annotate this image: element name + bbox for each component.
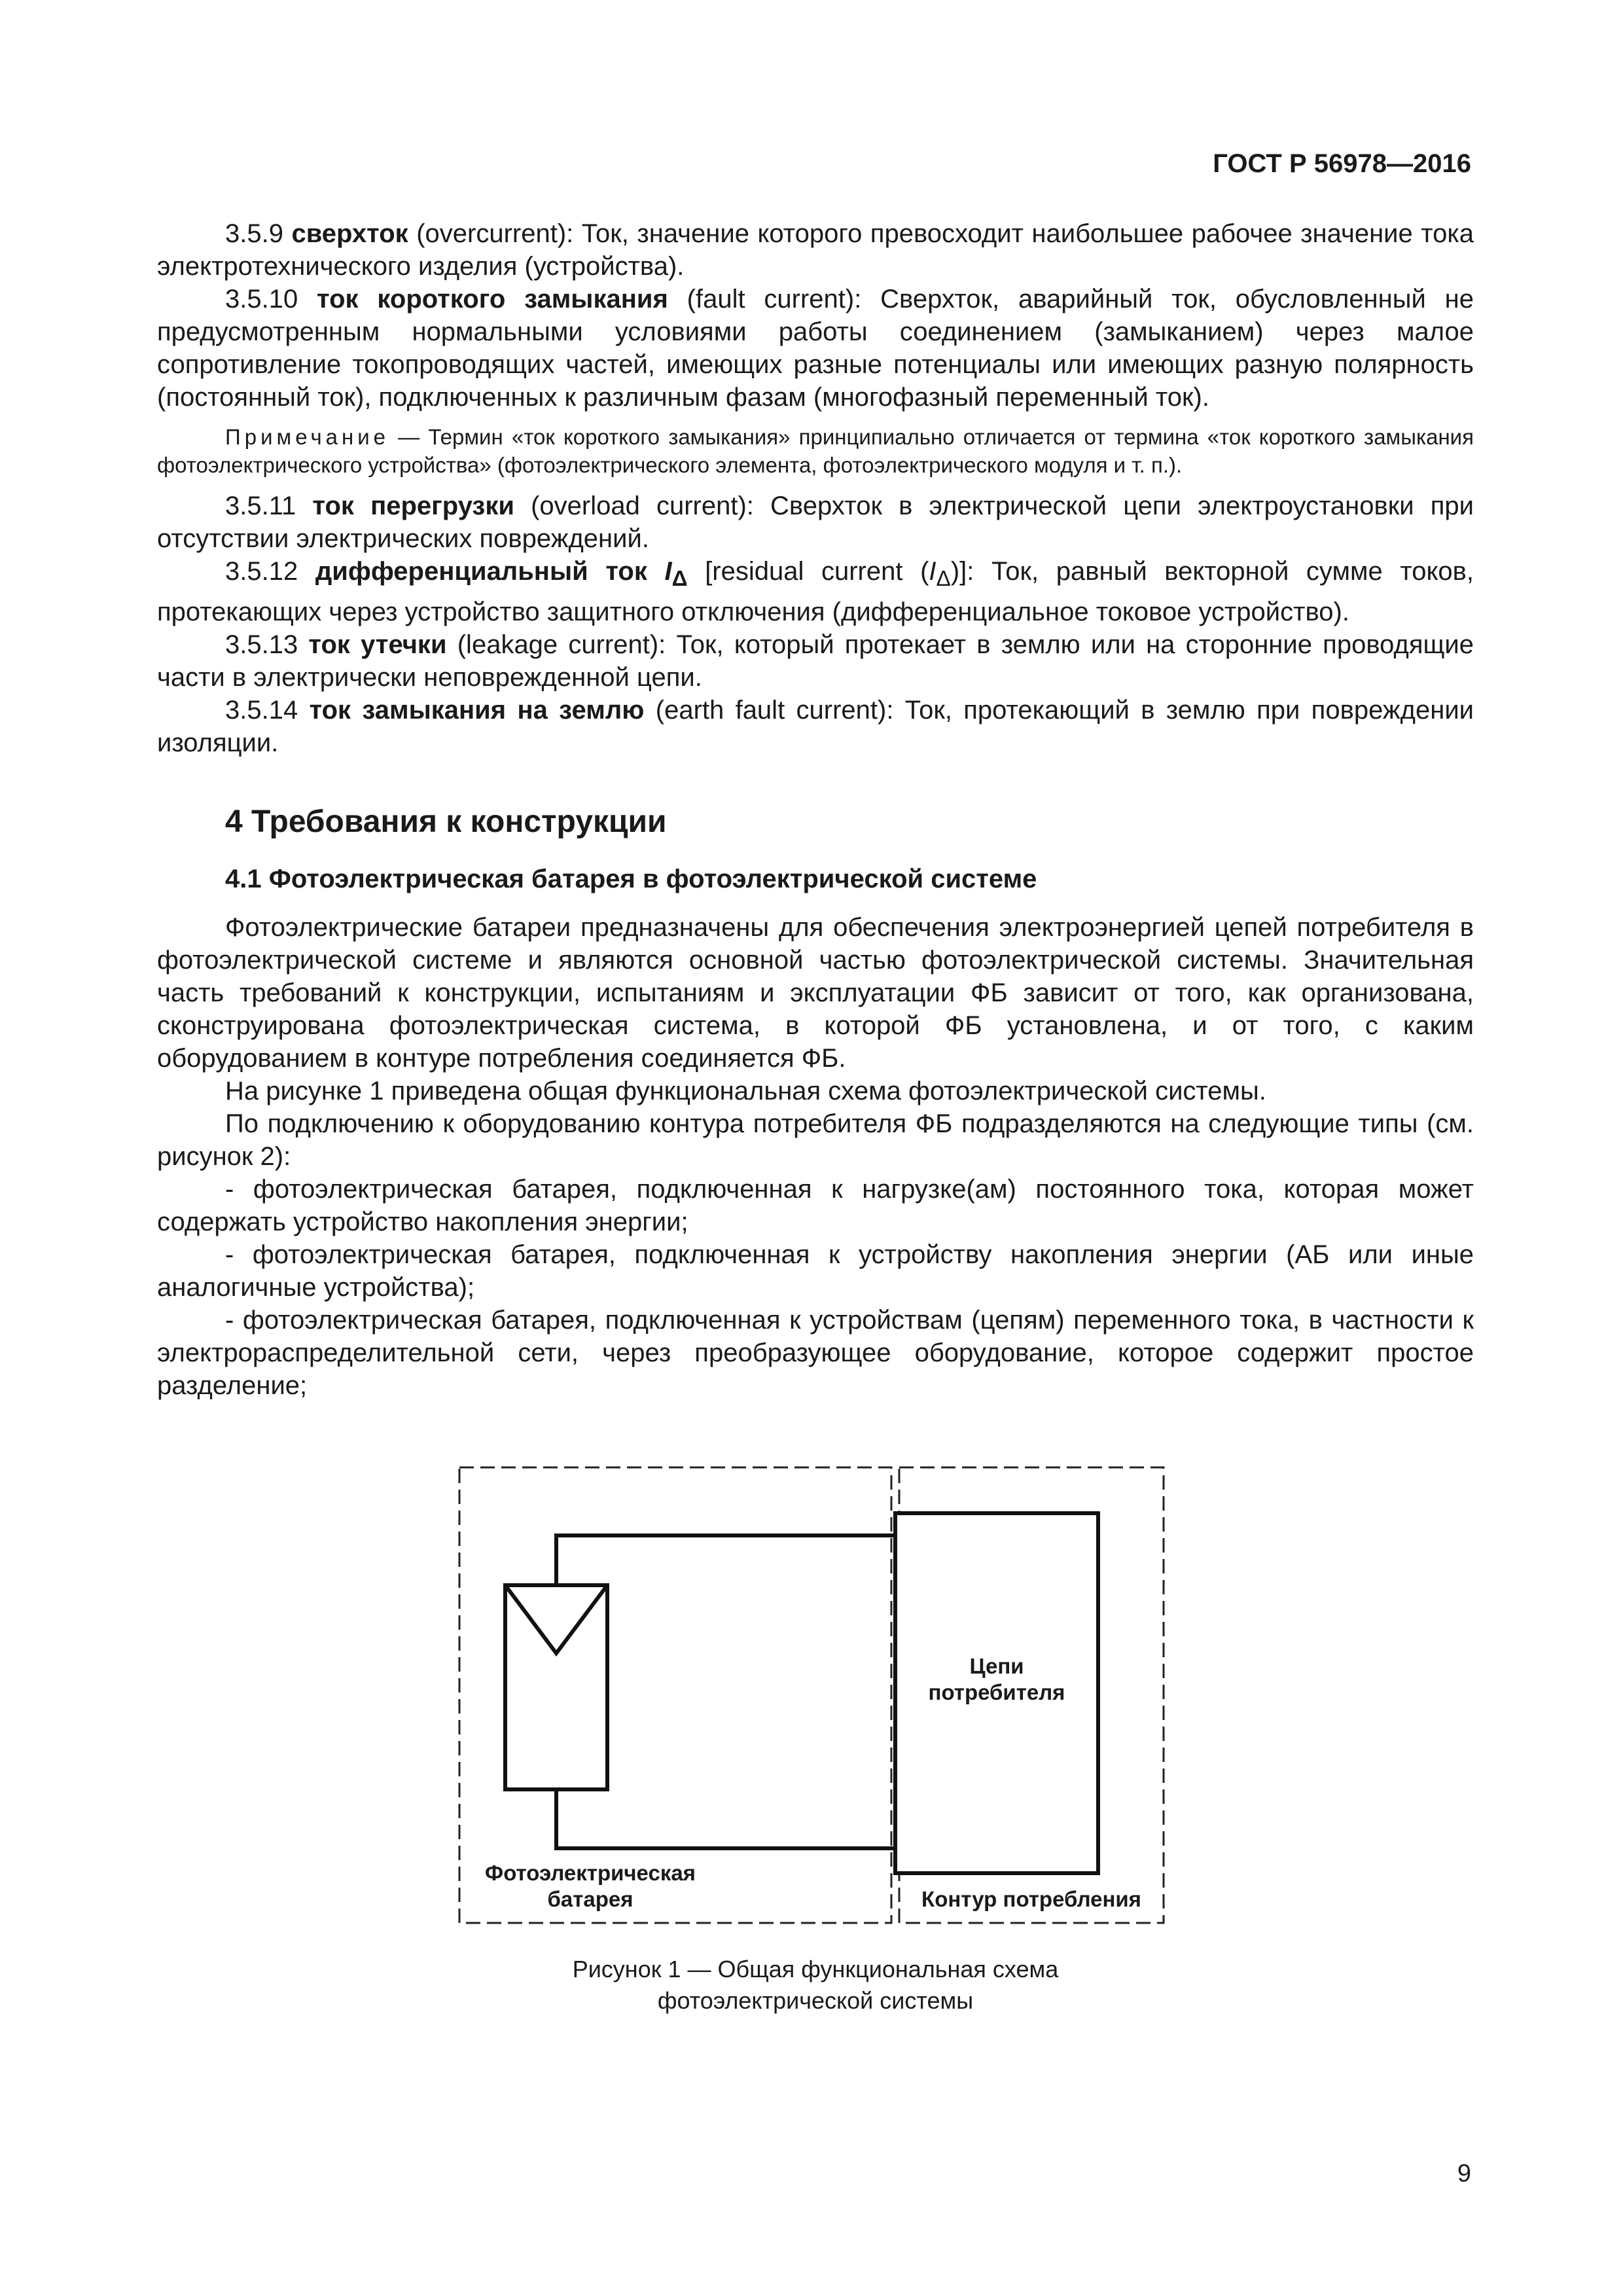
negative-wire bbox=[556, 1789, 895, 1848]
note-text: — Термин «ток короткого замыкания» принципиально отличается от термина «ток короткого замыкания фотоэлектрического устройства» (фотоэлектрического элемента, фотоэлектрического модуля и т. п.). bbox=[157, 425, 1474, 477]
figure-caption: Рисунок 1 — Общая функциональная схема фотоэлектрической системы bbox=[572, 1956, 1059, 2014]
definition-term: дифференциальный ток bbox=[315, 557, 647, 586]
definition-number: 3.5.12 bbox=[225, 557, 298, 586]
definition-3-5-9 bbox=[157, 217, 1474, 283]
definition-text-part-b: )]: Ток, равный векторной сумме токов, протекающих через устройство защитного отключения (дифференциальное токовое устройство). bbox=[157, 557, 1474, 626]
definition-term: ток перегрузки bbox=[312, 492, 514, 520]
pv-module-symbol bbox=[505, 1585, 607, 1789]
definition-3-5-14 bbox=[157, 694, 1474, 759]
definition-term: сверхток bbox=[291, 219, 408, 248]
note-label: Примечание bbox=[225, 425, 390, 449]
note bbox=[157, 423, 1474, 479]
definition-text: (fault current): Сверхток, аварийный ток, обусловленный не предусмотренным нормальными условиями работы соединением (замыканием) через малое сопротивление токопроводящих частей, имеющих разные потенциалы или имеющих разную полярность (постоянный ток), подключенных к различным фазам (многофазный переменный ток). bbox=[157, 285, 1474, 412]
definition-term: ток короткого замыкания bbox=[317, 285, 668, 314]
definition-number: 3.5.10 bbox=[225, 285, 298, 314]
current-subscript: Δ bbox=[936, 567, 951, 591]
current-symbol: I bbox=[664, 557, 672, 586]
consumer-circuit-label: Контур потребления bbox=[921, 1887, 1141, 1911]
definition-term: ток утечки bbox=[308, 630, 447, 659]
definition-text: (leakage current): Ток, который протекает в землю или на сторонние проводящие части в электрически неповрежденной цепи. bbox=[157, 630, 1474, 692]
definition-number: 3.5.14 bbox=[225, 696, 298, 725]
body-paragraph: Фотоэлектрические батареи предназначены для обеспечения электроэнергией цепей потребителя в фотоэлектрической системе и являются основной частью фотоэлектрической системы. Значительная часть требований к конструкции, испытаниям и эксплуатации ФБ зависит от того, как организована, сконструирована фотоэлектрическая система, в которой ФБ установлена, и от того, с каким оборудованием в контуре потребления соединяется ФБ. bbox=[157, 913, 1474, 1073]
definition-3-5-12 bbox=[157, 555, 1474, 628]
functional-diagram bbox=[452, 1460, 1171, 1931]
current-subscript: Δ bbox=[671, 567, 688, 591]
consumer-circuits-label: Цепи потребителя bbox=[928, 1654, 1065, 1704]
definition-text: (overcurrent): Ток, значение которого превосходит наибольшее рабочее значение тока электротехнического изделия (устройства). bbox=[157, 219, 1474, 281]
list-item: - фотоэлектрическая батарея, подключенная к устройствам (цепям) переменного тока, в частности к электрораспределительной сети, через преобразующее оборудование, которое содержит простое разделение; bbox=[157, 1306, 1474, 1400]
document-code: ГОСТ Р 56978—2016 bbox=[1213, 149, 1471, 178]
definition-3-5-11 bbox=[157, 490, 1474, 555]
definition-text-part-a: [residual current ( bbox=[687, 557, 929, 586]
definition-text: (earth fault current): Ток, протекающий в землю при повреждении изоляции. bbox=[157, 696, 1474, 757]
body-paragraph: На рисунке 1 приведена общая функциональная схема фотоэлектрической системы. bbox=[225, 1077, 1266, 1105]
positive-wire bbox=[556, 1535, 895, 1585]
list-item: - фотоэлектрическая батарея, подключенная к устройству накопления энергии (АБ или иные аналогичные устройства); bbox=[157, 1240, 1474, 1302]
definition-text: (overload current): Сверхток в электрической цепи электроустановки при отсутствии электрических повреждений. bbox=[157, 492, 1474, 553]
pv-array-label: Фотоэлектрическая батарея bbox=[485, 1861, 696, 1911]
body-paragraph: По подключению к оборудованию контура потребителя ФБ подразделяются на следующие типы (см. рисунок 2): bbox=[157, 1109, 1474, 1171]
definition-number: 3.5.9 bbox=[225, 219, 283, 248]
definition-number: 3.5.11 bbox=[225, 492, 296, 520]
subsection-heading: 4.1 Фотоэлектрическая батарея в фотоэлектрической системе bbox=[225, 865, 1037, 893]
page-body bbox=[157, 217, 1474, 1402]
section-heading: 4 Требования к конструкции bbox=[225, 804, 667, 839]
definition-number: 3.5.13 bbox=[225, 630, 298, 659]
current-symbol: I bbox=[929, 557, 936, 586]
definition-term: ток замыкания на землю bbox=[309, 696, 645, 725]
definition-3-5-13 bbox=[157, 628, 1474, 694]
definition-3-5-10 bbox=[157, 283, 1474, 414]
list-item: - фотоэлектрическая батарея, подключенная к нагрузке(ам) постоянного тока, которая может содержать устройство накопления энергии; bbox=[157, 1175, 1474, 1236]
page-number: 9 bbox=[1457, 2160, 1471, 2187]
